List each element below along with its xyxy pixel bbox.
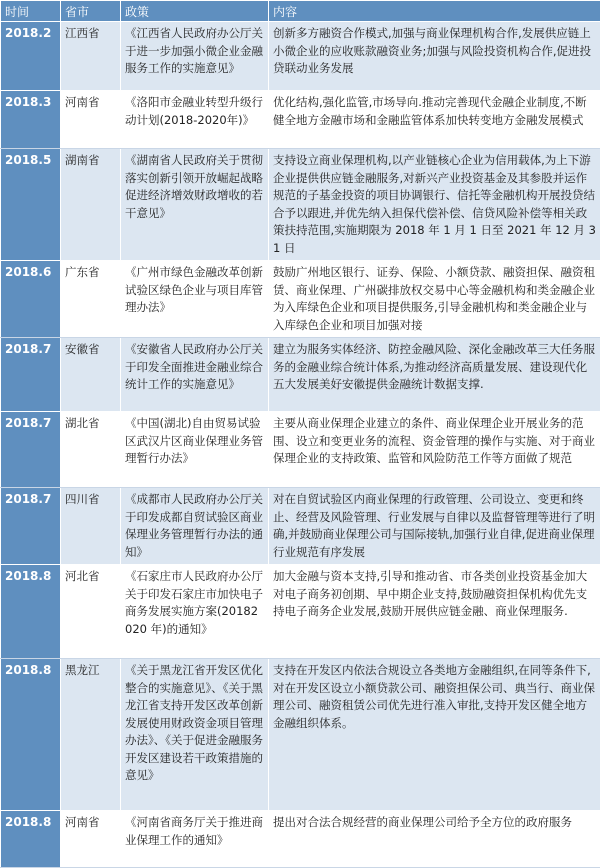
table-row	[1, 811, 600, 868]
row-time: 2018.8	[1, 659, 61, 811]
row-time: 2018.8	[1, 811, 61, 868]
row-content: 提出对合法合规经营的商业保理公司给予全方位的政府服务	[269, 811, 600, 868]
row-province: 湖南省	[61, 149, 121, 261]
table-row	[1, 22, 600, 91]
row-content: 鼓励广州地区银行、证券、保险、小额贷款、融资担保、融资租赁、商业保理、广州碳排放权交易中心等金融机构和类金融企业为入库绿色企业和项目提供服务,引导金融机构和类金融企业与入库绿色企业和项目加强对接	[269, 261, 600, 338]
row-policy: 《广州市绿色金融改革创新试验区绿色企业与项目库管理办法》	[121, 261, 269, 338]
table-row	[1, 261, 600, 338]
table-row	[1, 488, 600, 565]
row-time: 2018.7	[1, 488, 61, 565]
row-policy: 《洛阳市金融业转型升级行动计划(2018-2020年)》	[121, 91, 269, 149]
row-time: 2018.3	[1, 91, 61, 149]
row-policy: 《江西省人民政府办公厅关于进一步加强小微企业金融服务工作的实施意见》	[121, 22, 269, 91]
row-content: 优化结构,强化监管,市场导向.推动完善现代金融企业制度,不断健全地方金融市场和金融监管体系加快转变地方金融发展模式	[269, 91, 600, 149]
row-province: 安徽省	[61, 338, 121, 412]
table-row	[1, 338, 600, 412]
table-row	[1, 149, 600, 261]
row-province: 河南省	[61, 811, 121, 868]
row-content: 支持在开发区内依法合规设立各类地方金融组织,在同等条件下,对在开发区设立小额贷款公司、融资担保公司、典当行、商业保理公司、融资租赁公司优先进行准入审批,支持开发区健全地方金融组织体系。	[269, 659, 600, 811]
row-policy: 《中国(湖北)自由贸易试验区武汉片区商业保理业务管理暂行办法》	[121, 412, 269, 488]
row-policy: 《安徽省人民政府办公厅关于印发全面推进金融业综合统计工作的实施意见》	[121, 338, 269, 412]
row-time: 2018.7	[1, 338, 61, 412]
row-time: 2018.5	[1, 149, 61, 261]
row-time: 2018.7	[1, 412, 61, 488]
row-policy: 《河南省商务厅关于推进商业保理工作的通知》	[121, 811, 269, 868]
row-policy: 《湖南省人民政府关于贯彻落实创新引领开放崛起战略促进经济增效财政增收的若干意见》	[121, 149, 269, 261]
table-row	[1, 659, 600, 811]
row-policy: 《成都市人民政府办公厅关于印发成都自贸试验区商业保理业务管理暂行办法的通知》	[121, 488, 269, 565]
row-province: 黑龙江	[61, 659, 121, 811]
row-province: 广东省	[61, 261, 121, 338]
row-time: 2018.6	[1, 261, 61, 338]
header-time: 时间	[1, 1, 61, 22]
row-province: 河南省	[61, 91, 121, 149]
table-row	[1, 565, 600, 659]
row-content: 支持设立商业保理机构,以产业链核心企业为信用载体,为上下游企业提供供应链金融服务,对新兴产业投资基金及其参股并运作规范的子基金投资的项目协调银行、信托等金融机构开展投贷结合予以跟进,并优先纳入担保代偿补偿、信贷风险补偿等相关政策扶持范围,实施期限为 2018 年 1 月 1 日至 2021 年 12 月 31 日	[269, 149, 600, 261]
row-time: 2018.2	[1, 22, 61, 91]
row-province: 江西省	[61, 22, 121, 91]
row-time: 2018.8	[1, 565, 61, 659]
table-header-row	[1, 1, 600, 22]
header-policy: 政策	[121, 1, 269, 22]
table-row	[1, 91, 600, 149]
row-policy: 《关于黑龙江省开发区优化整合的实施意见》、《关于黑龙江省支持开发区改革创新发展使用财政资金项目管理办法》、《关于促进金融服务开发区建设若干政策措施的意见》	[121, 659, 269, 811]
row-content: 建立为服务实体经济、防控金融风险、深化金融改革三大任务服务的金融业综合统计体系,为推动经济高质量发展、建设现代化五大发展美好安徽提供金融统计数据支撑.	[269, 338, 600, 412]
row-province: 湖北省	[61, 412, 121, 488]
table-row	[1, 412, 600, 488]
row-content: 创新多方融资合作模式,加强与商业保理机构合作,发展供应链上小微企业的应收账款融资业务;加强与风险投资机构合作,促进投贷联动业务发展	[269, 22, 600, 91]
row-content: 对在自贸试验区内商业保理的行政管理、公司设立、变更和终止、经营及风险管理、行业发展与自律以及监督管理等进行了明确,并鼓励商业保理公司与国际接轨,加强行业自律,促进商业保理行业规范有序发展	[269, 488, 600, 565]
row-province: 河北省	[61, 565, 121, 659]
row-policy: 《石家庄市人民政府办公厅关于印发石家庄市加快电子商务发展实施方案(20182020 年)的通知》	[121, 565, 269, 659]
row-province: 四川省	[61, 488, 121, 565]
row-content: 主要从商业保理企业建立的条件、商业保理企业开展业务的范围、设立和变更业务的流程、资金管理的操作与实施、对于商业保理企业的支持政策、监管和风险防范工作等方面做了规范	[269, 412, 600, 488]
header-content: 内容	[269, 1, 600, 22]
header-province: 省市	[61, 1, 121, 22]
row-content: 加大金融与资本支持,引导和推动省、市各类创业投资基金加大对电子商务初创期、早中期企业支持,鼓励融资担保机构优先支持电子商务企业发展,鼓励开展供应链金融、商业保理服务.	[269, 565, 600, 659]
